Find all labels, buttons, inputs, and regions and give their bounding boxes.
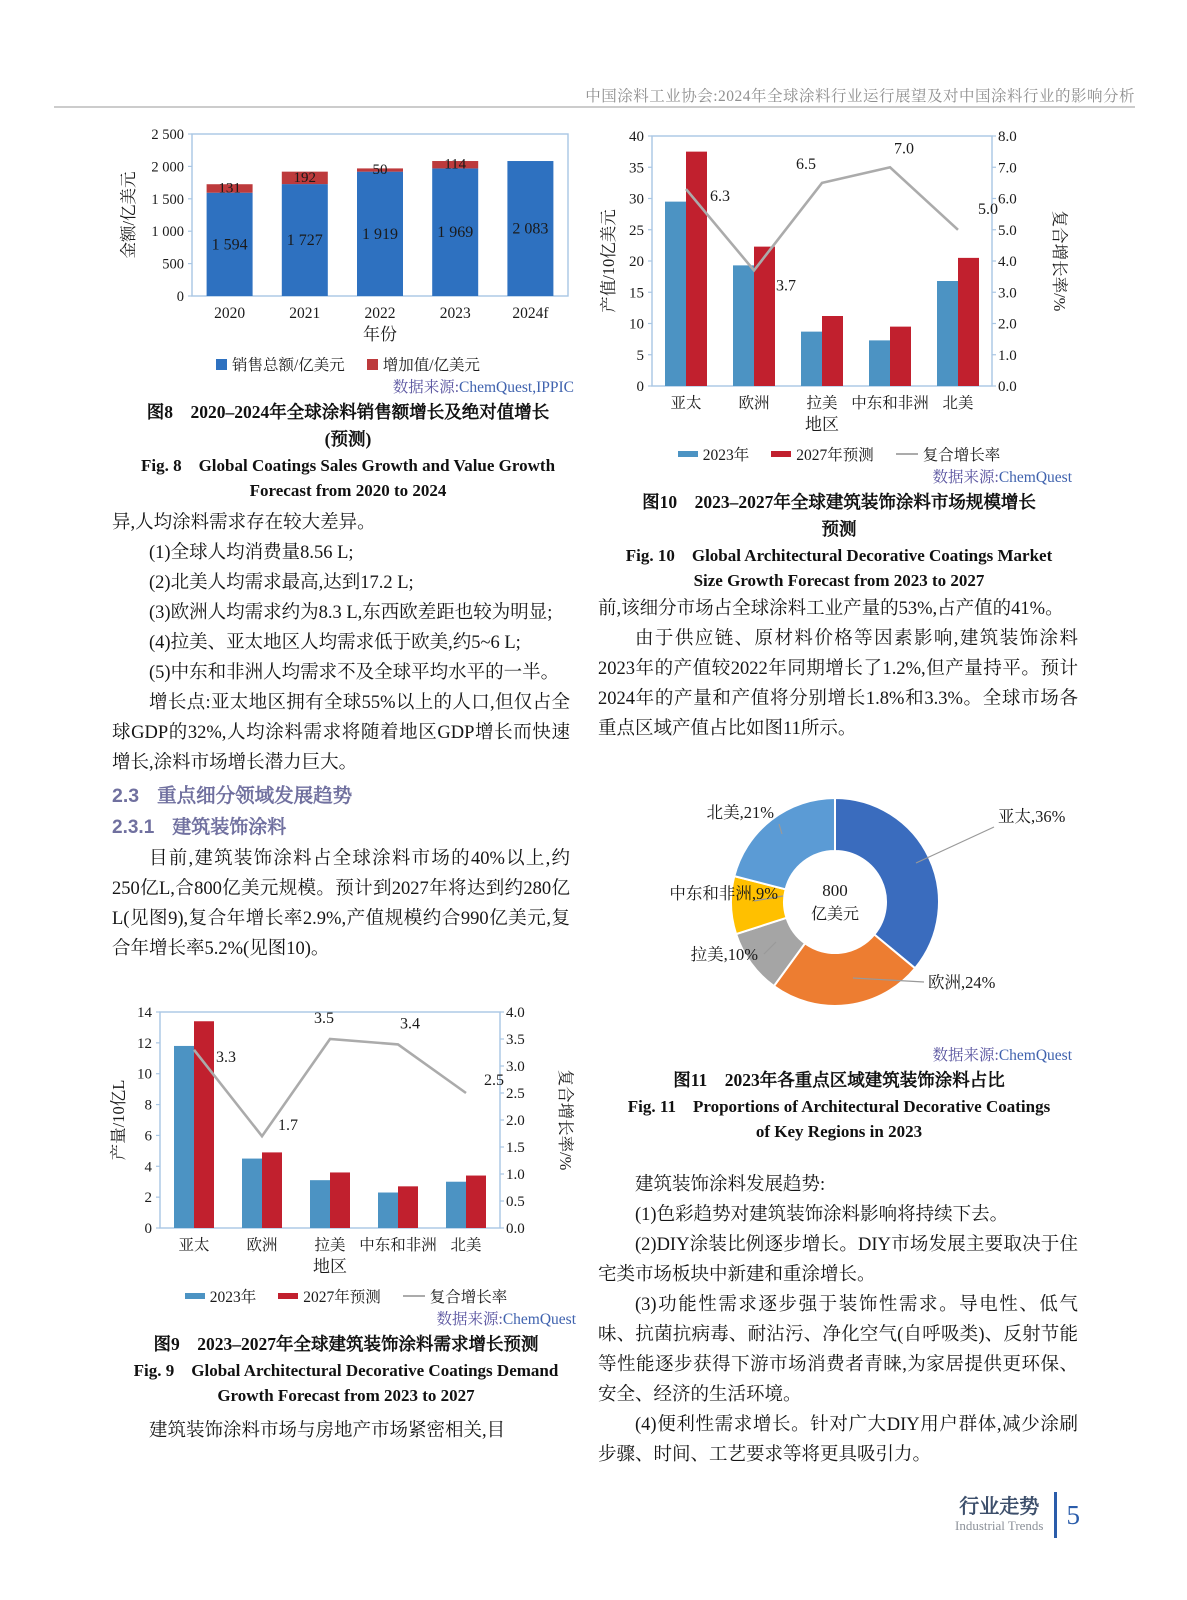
section-number: 2.3.1 [112,817,155,838]
svg-text:0: 0 [144,1221,152,1237]
svg-text:14: 14 [137,1005,152,1021]
fig10-bar-line-chart [598,124,1080,443]
legend-label: 2023年 [702,447,750,464]
paragraph: (5)中东和非洲人均需求不及全球平均水平的一半。 [149,663,560,683]
legend-marker [367,359,378,370]
svg-text:20: 20 [629,254,644,270]
fig10-caption-cn: 图10 2023–2027年全球建筑装饰涂料市场规模增长 [642,492,1036,512]
fig11-caption-en: Fig. 11 Proportions of Architectural Decorative Coatings [627,1097,1051,1116]
svg-text:0.0: 0.0 [506,1221,525,1237]
svg-text:欧洲: 欧洲 [738,395,770,412]
source-label: 数据来源: [436,1311,503,1328]
legend-marker [185,1293,205,1299]
pie-slice-亚太 [835,798,939,968]
fig10-source [598,467,1080,489]
source-value: ChemQuest [998,469,1072,486]
fig11-caption-en-2: of Key Regions in 2023 [755,1122,923,1141]
svg-text:3.5: 3.5 [506,1032,525,1048]
svg-text:中东和非洲: 中东和非洲 [359,1237,437,1254]
svg-text:0.0: 0.0 [998,379,1017,395]
svg-text:2024f: 2024f [512,305,549,322]
svg-text:北美: 北美 [942,395,974,412]
svg-text:2020: 2020 [214,305,246,322]
section-heading-2-3-1 [112,812,570,844]
legend-item [278,1285,381,1307]
legend-marker [403,1295,425,1297]
svg-text:2.5: 2.5 [506,1086,525,1102]
fig9-bar-line-chart [108,1000,584,1285]
fig11-svg [598,780,1080,1038]
svg-text:中东和非洲: 中东和非洲 [851,395,929,412]
fig8-stacked-bar-chart [114,124,582,353]
legend-item [185,1285,257,1307]
svg-text:4: 4 [144,1159,152,1176]
pie-label-北美: 北美,21% [706,803,774,822]
svg-text:2.5: 2.5 [484,1072,504,1089]
svg-text:5.0: 5.0 [978,200,998,218]
fig10-legend [598,443,1080,465]
svg-text:亚太: 亚太 [178,1237,210,1254]
paragraph: (4)便利性需求增长。针对广大DIY用户群体,减少涂刷步骤、时间、工艺要求等将更具吸引力。 [598,1415,1078,1465]
svg-text:1.0: 1.0 [506,1167,525,1183]
paragraph: (1)色彩趋势对建筑装饰涂料影响将持续下去。 [635,1205,1009,1225]
fig10-caption-en-2: Size Growth Forecast from 2023 to 2027 [693,571,985,590]
svg-text:3.0: 3.0 [506,1059,525,1075]
svg-text:2 500: 2 500 [151,127,184,143]
svg-text:8.0: 8.0 [998,129,1017,145]
section-title: 建筑装饰涂料 [172,817,287,838]
legend-label: 2027年预测 [303,1289,381,1306]
svg-text:1 000: 1 000 [151,224,184,241]
paragraph: (4)拉美、亚太地区人均需求低于欧美,约5~6 L; [149,633,521,653]
paragraph: (1)全球人均消费量8.56 L; [149,543,354,563]
svg-text:4.0: 4.0 [998,254,1017,270]
paragraph: 由于供应链、原材料价格等因素影响,建筑装饰涂料2023年的产值较2022年同期增长了1.2%,但产量持平。预计2024年的产量和产值将分别增长1.8%和3.3%。全球市场各重点区域产值占比如图11所示。 [598,629,1078,739]
svg-text:25: 25 [629,222,644,239]
svg-text:2 000: 2 000 [151,159,184,176]
svg-text:12: 12 [137,1035,152,1052]
legend-marker [216,359,227,370]
svg-text:1 969: 1 969 [437,224,474,242]
svg-text:15: 15 [629,285,644,302]
svg-text:1 919: 1 919 [362,225,398,243]
svg-text:产值/10亿美元: 产值/10亿美元 [599,209,618,313]
figure-8 [114,124,582,503]
svg-text:40: 40 [629,129,644,145]
pie-center-unit: 亿美元 [810,906,860,923]
fig9-caption-en: Fig. 9 Global Architectural Decorative Coatings Demand [133,1361,559,1380]
paragraph: 建筑装饰涂料发展趋势: [635,1175,826,1195]
legend-marker [771,451,791,457]
svg-text:1.7: 1.7 [278,1117,298,1135]
legend-label: 2027年预测 [796,447,874,464]
pie-label-亚太: 亚太,36% [998,807,1066,826]
svg-text:500: 500 [162,256,184,273]
svg-text:3.3: 3.3 [216,1048,236,1066]
page-footer [860,1492,1080,1538]
svg-text:产量/10亿L: 产量/10亿L [109,1079,128,1161]
paragraph: (3)欧洲人均需求约为8.3 L,东西欧差距也较为明显; [149,603,553,623]
fig8-caption-en: Fig. 8 Global Coatings Sales Growth and Value Growth [140,456,556,475]
svg-text:6: 6 [144,1128,152,1145]
svg-text:地区: 地区 [805,415,839,434]
svg-text:拉美: 拉美 [806,395,838,412]
paragraph: (3)功能性需求逐步强于装饰性需求。导电性、低气味、抗菌抗病毒、耐沾污、净化空气(自呼吸类)、反射节能等性能逐步获得下游市场消费者青睐,为家居提供更环保、安全、经济的生活环境。 [598,1295,1078,1405]
svg-text:1 500: 1 500 [151,191,184,208]
footer-en-label: Industrial Trends [955,1518,1044,1533]
legend-label: 复合增长率 [429,1289,508,1306]
svg-text:6.0: 6.0 [998,191,1017,208]
footer-divider-bar [1054,1492,1057,1538]
fig9-legend [108,1285,584,1307]
pie-label-欧洲: 欧洲,24% [928,973,996,992]
svg-text:复合增长率/%: 复合增长率/% [556,1069,575,1171]
paragraph: 前,该细分市场占全球涂料工业产量的53%,占产值的41%。 [598,599,1064,619]
svg-text:0: 0 [636,379,644,395]
fig9-caption-en-2: Growth Forecast from 2023 to 2027 [217,1386,475,1405]
svg-text:2.0: 2.0 [998,316,1017,333]
legend-marker [278,1293,298,1299]
fig9-source [108,1309,584,1331]
svg-text:6.5: 6.5 [796,155,816,173]
figure-9 [108,1000,584,1408]
svg-text:7.0: 7.0 [998,160,1017,177]
fig8-caption-cn-2: (预测) [324,429,372,449]
paragraph: 目前,建筑装饰涂料占全球涂料市场的40%以上,约250亿L,合800亿美元规模。预计到2027年将达到约280亿L(见图9),复合年增长率2.9%,产值规模约合990亿美元,复合年增长率5.2%(见图10)。 [112,849,570,959]
svg-text:年份: 年份 [363,325,397,344]
svg-text:3.7: 3.7 [776,277,796,295]
trend-paragraphs [598,1170,1078,1470]
paragraph: (2)北美人均需求最高,达到17.2 L; [149,573,414,593]
figure-11 [598,780,1080,1144]
market-share-paragraphs [598,594,1078,744]
svg-text:50: 50 [372,162,388,179]
svg-text:10: 10 [629,316,644,333]
svg-text:3.5: 3.5 [314,1010,334,1027]
svg-text:3.0: 3.0 [998,285,1017,302]
left-column-text [112,508,570,964]
pie-center-value: 800 [822,881,848,900]
legend-item [403,1285,508,1307]
right-column-text-lower [598,1170,1078,1470]
fig8-source [114,377,582,399]
page-number: 5 [1066,1499,1080,1530]
section-heading-2-3 [112,780,570,812]
fig11-source [598,1045,1080,1067]
source-value: ChemQuest [998,1047,1072,1064]
svg-text:35: 35 [629,160,644,177]
section-title: 重点细分领域发展趋势 [157,785,353,807]
fig9-caption-cn: 图9 2023–2027年全球建筑装饰涂料需求增长预测 [153,1334,539,1354]
pie-label-中东和非洲: 中东和非洲,9% [669,884,778,903]
left-column-tail [112,1416,570,1446]
svg-text:4.0: 4.0 [506,1005,525,1021]
svg-text:拉美: 拉美 [314,1237,346,1254]
legend-label: 销售总额/亿美元 [231,357,345,374]
paragraph: (2)DIY涂装比例逐步增长。DIY市场发展主要取决于住宅类市场板块中新建和重涂增长。 [598,1235,1078,1285]
fig9-svg [108,1000,584,1280]
svg-text:1 594: 1 594 [211,236,248,254]
svg-text:地区: 地区 [313,1257,347,1276]
legend-label: 2023年 [209,1289,257,1306]
tail-paragraph [112,1416,570,1446]
fig11-donut-chart [598,780,1080,1043]
paragraph: 增长点:亚太地区拥有全球55%以上的人口,但仅占全球GDP的32%,人均涂料需求将随着地区GDP增长而快速增长,涂料市场增长潜力巨大。 [112,693,570,773]
svg-text:复合增长率/%: 复合增长率/% [1050,210,1069,312]
svg-text:10: 10 [137,1066,152,1083]
source-label: 数据来源: [932,469,999,486]
fig11-caption-cn: 图11 2023年各重点区域建筑装饰涂料占比 [673,1070,1005,1090]
svg-text:金额/亿美元: 金额/亿美元 [119,171,138,259]
paragraph: 建筑装饰涂料市场与房地产市场紧密相关,目 [149,1421,506,1441]
svg-text:北美: 北美 [450,1237,482,1254]
legend-label: 复合增长率 [922,447,1001,464]
svg-text:亚太: 亚太 [670,395,702,412]
fig8-svg [114,124,582,348]
paragraph: 异,人均涂料需求存在较大差异。 [112,513,376,533]
svg-text:1 727: 1 727 [286,232,323,250]
svg-text:0.5: 0.5 [506,1194,525,1210]
footer-cn-label: 行业走势 [959,1496,1040,1518]
legend-item [678,443,750,465]
svg-text:欧洲: 欧洲 [246,1237,278,1254]
source-label: 数据来源: [932,1047,999,1064]
legend-marker [896,453,918,455]
svg-text:7.0: 7.0 [894,140,914,158]
svg-text:5.0: 5.0 [998,222,1017,239]
svg-text:30: 30 [629,191,644,208]
legend-item [771,443,874,465]
source-value: ChemQuest [502,1311,576,1328]
svg-text:131: 131 [218,180,241,197]
svg-text:6.3: 6.3 [710,188,730,206]
svg-text:2022: 2022 [364,305,396,322]
svg-text:1.5: 1.5 [506,1140,525,1156]
svg-text:3.4: 3.4 [400,1015,420,1033]
svg-text:192: 192 [293,169,317,186]
right-column-text-upper [598,594,1078,744]
svg-text:2 083: 2 083 [512,220,549,238]
svg-text:2.0: 2.0 [506,1113,525,1129]
legend-marker [678,451,698,457]
fig8-caption-cn: 图8 2020–2024年全球涂料销售额增长及绝对值增长 [146,402,550,422]
svg-text:5: 5 [636,347,644,364]
svg-text:1.0: 1.0 [998,347,1017,364]
svg-text:2: 2 [144,1190,152,1207]
section-number: 2.3 [112,785,140,807]
header-divider [54,106,1135,108]
source-value: ChemQuest,IPPIC [459,379,574,396]
legend-label: 增加值/亿美元 [382,357,481,374]
fig8-caption-en-2: Forecast from 2020 to 2024 [249,481,447,500]
running-head-title: 中国涂料工业协会:2024年全球涂料行业运行展望及对中国涂料行业的影响分析 [585,88,1135,105]
footer-section-name [955,1496,1043,1534]
legend-item [367,353,480,375]
fig10-caption-cn-2: 预测 [821,519,857,539]
source-label: 数据来源: [392,379,460,396]
svg-text:8: 8 [144,1097,152,1114]
legend-item [216,353,345,375]
legend-item [896,443,1001,465]
fig8-legend [114,353,582,375]
per-capita-demand-paragraphs [112,508,570,778]
svg-text:114: 114 [444,156,467,173]
pie-label-拉美: 拉美,10% [690,945,758,964]
svg-text:2023: 2023 [439,305,471,322]
svg-text:0: 0 [176,289,184,305]
architectural-coatings-paragraph [112,844,570,964]
svg-text:2021: 2021 [289,305,321,322]
fig10-caption-en: Fig. 10 Global Architectural Decorative Coatings Market [625,546,1053,565]
figure-10 [598,124,1080,593]
fig10-svg [598,124,1080,438]
